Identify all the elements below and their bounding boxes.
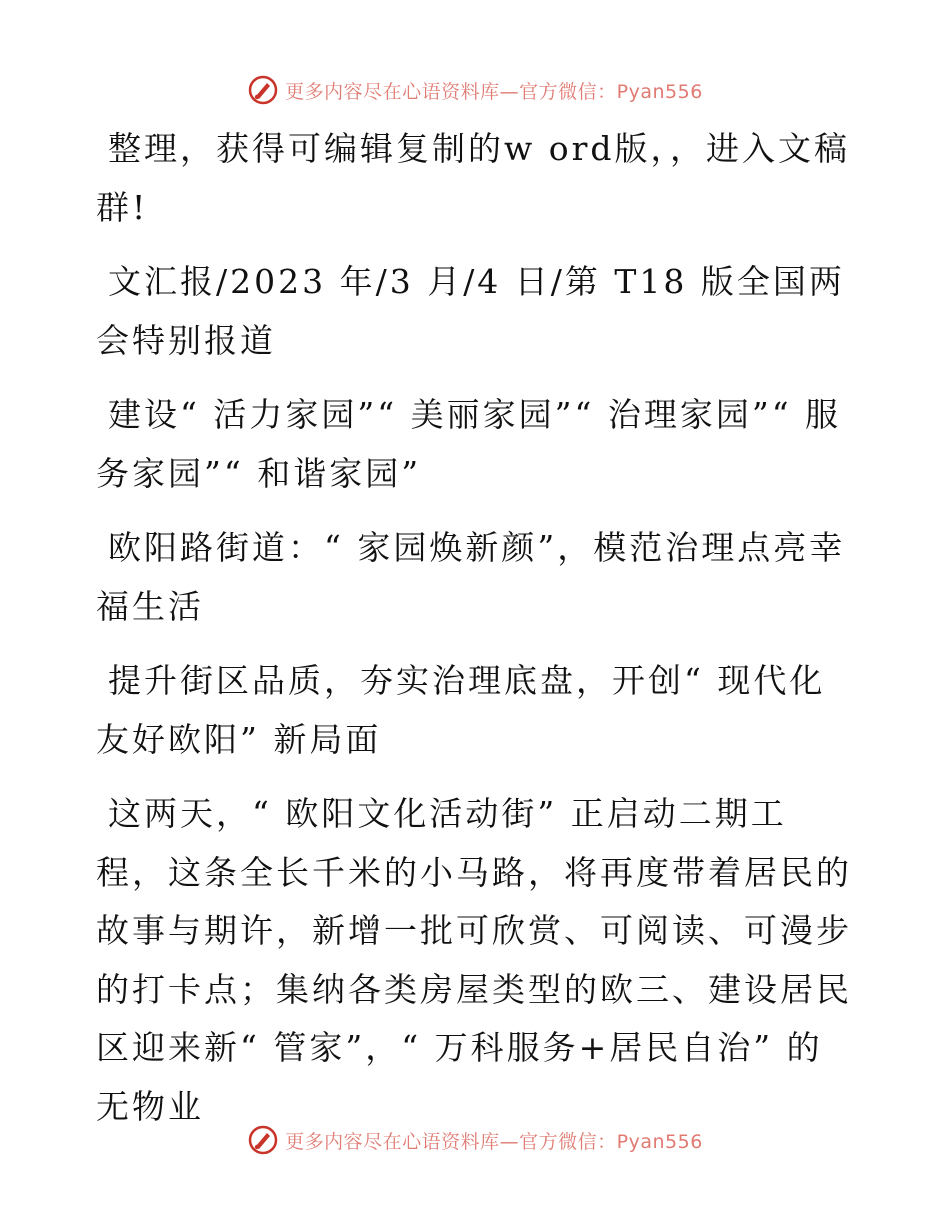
document-body: [96, 120, 856, 1152]
paragraph-intro: 整理，获得可编辑复制的w ord版，，进入文稿群!: [96, 129, 851, 227]
paragraph-subheadline-2: 提升街区品质，夯实治理底盘，开创“ 现代化友好欧阳” 新局面: [96, 661, 826, 759]
paragraph-subheadline: 欧阳路街道：“ 家园焕新颜”，模范治理点亮幸福生活: [96, 528, 846, 626]
seal-logo-icon: [247, 1124, 279, 1156]
footer-watermark: [0, 1122, 950, 1158]
paragraph-headline: 建设“ 活力家园”“ 美丽家园”“ 治理家园”“ 服务家园”“ 和谐家园”: [96, 395, 842, 493]
watermark-text: 更多内容尽在心语资料库—官方微信：Pyan556: [285, 80, 703, 103]
paragraph-body: 这两天，“ 欧阳文化活动街” 正启动二期工程，这条全长千米的小马路，将再度带着居民的故事与期许，新增一批可欣赏、可阅读、可漫步的打卡点；集纳各类房屋类型的欧三、建设居民区迎来新“ 管家”，“ 万科服务+居民自治” 的无物业: [96, 794, 852, 1126]
paragraph-source: 文汇报/2023 年/3 月/4 日/第 T18 版全国两会特别报道: [96, 262, 845, 360]
watermark-text: 更多内容尽在心语资料库—官方微信：Pyan556: [285, 1130, 703, 1153]
header-watermark: [0, 72, 950, 108]
seal-logo-icon: [247, 74, 279, 106]
